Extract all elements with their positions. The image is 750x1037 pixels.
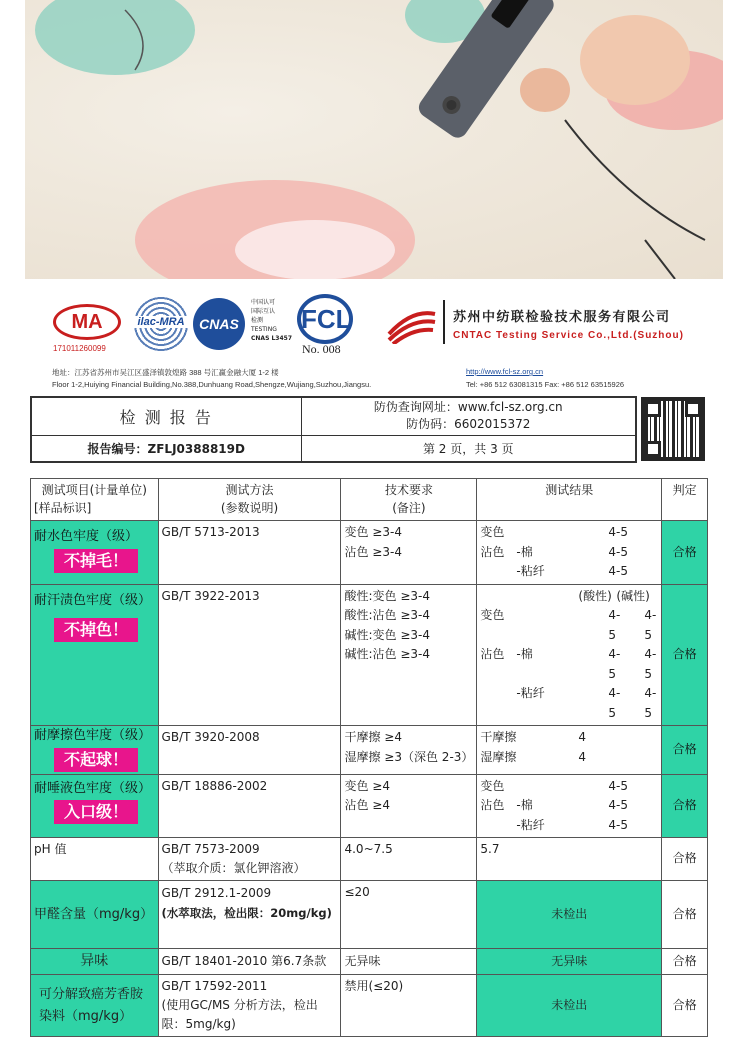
qr-code (641, 397, 705, 461)
judge-cell: 合格 (662, 881, 708, 949)
item-cell (31, 521, 159, 585)
item-cell (31, 726, 159, 775)
item-cell (31, 584, 159, 726)
res-label: 干摩擦 (480, 730, 517, 744)
address-cn: 地址：江苏省苏州市吴江区盛泽镇敦煌路 388 号汇赢金融大厦 1-2 楼 (52, 368, 279, 377)
report-title: 检 测 报 告 (31, 397, 301, 435)
req-line: 变色 ≥4 (344, 778, 390, 793)
judge-cell: 合格 (662, 521, 708, 585)
fabric-tester-image (25, 0, 723, 279)
logo-divider (443, 300, 445, 344)
method-cell (158, 881, 341, 949)
col-method-sub: (参数说明) (220, 501, 279, 515)
certification-logos (25, 290, 723, 360)
acid-label: (酸性) (578, 588, 612, 603)
cnas-text (251, 298, 292, 343)
item-cell: 甲醛含量（mg/kg） (31, 881, 159, 949)
product-photo (25, 0, 723, 279)
tel-fax: Tel: +86 512 63081315 Fax: +86 512 63515926 (466, 380, 625, 389)
item-name: 染料（mg/kg） (39, 1008, 133, 1024)
req-cell: 4.0~7.5 (341, 838, 477, 881)
col-item (31, 479, 159, 521)
result-cell (477, 774, 662, 838)
cnas-logo: CNAS (193, 298, 245, 350)
col-req (341, 479, 477, 521)
res-value: 4 (578, 749, 587, 764)
res-sub: -粘纤 (516, 686, 545, 700)
col-method (158, 479, 341, 521)
item-cell (31, 975, 159, 1037)
res-label (480, 684, 516, 723)
col-method-label: 测试方法 (225, 483, 274, 497)
res-sub (516, 777, 578, 797)
anti-fake-code: 防伪码：6602015372 (406, 417, 531, 432)
req-line: 湿摩擦 ≥3（深色 2-3） (344, 749, 474, 764)
method-line: (水萃取法，检出限：20mg/kg) (161, 906, 332, 920)
table-row (31, 881, 708, 949)
req-line: 沾色 ≥4 (344, 798, 390, 812)
fcl-logo: FCL (297, 294, 353, 344)
req-line: 碱性:变色 ≥3-4 (344, 627, 430, 642)
res-label: 变色 (480, 525, 505, 539)
table-row (31, 975, 708, 1037)
cnas-cn2: 国际互认 (251, 308, 276, 315)
req-cell: 禁用(≤20) (341, 975, 477, 1037)
result-cell: 未检出 (477, 881, 662, 949)
req-cell (341, 726, 477, 775)
req-cell (341, 584, 477, 726)
query-url: 防伪查询网址：www.fcl-sz.org.cn (373, 400, 563, 415)
cma-code: 171011260099 (53, 344, 106, 353)
method-line: 限：5mg/kg) (161, 1017, 236, 1031)
req-cell (341, 774, 477, 838)
promo-tag: 不起球！ (54, 748, 138, 772)
item-name: 耐唾液色牢度（级） (34, 780, 152, 796)
res-label: 湿摩擦 (480, 749, 517, 764)
cntac-logo-icon (387, 304, 437, 344)
res-value: 4-5 (608, 564, 629, 578)
method-cell: GB/T 3920-2008 (158, 726, 341, 775)
method-line: （萃取介质：氯化钾溶液） (161, 861, 306, 875)
result-cell: (酸性) (碱性) 变色 4-5 4-5 沾色 -棉 4-5 4-5 -粘纤 4-5 4-5 (477, 584, 662, 726)
table-row (31, 949, 708, 975)
judge-cell: 合格 (662, 949, 708, 975)
test-results-table (30, 478, 708, 1037)
method-line: (使用GC/MS 分析方法，检出 (161, 998, 318, 1012)
judge-cell: 合格 (662, 975, 708, 1037)
col-item-sub: [样品标识] (34, 501, 92, 515)
res-sub: -粘纤 (516, 564, 545, 578)
item-name: 耐汗渍色牢度（级） (34, 592, 152, 608)
res-label: 沾色 (480, 798, 505, 812)
cnas-cn1: 中国认可 (251, 299, 276, 306)
res-label (480, 562, 516, 582)
report-number: 报告编号：ZFLJ0388819D (31, 435, 301, 462)
table-row (31, 521, 708, 585)
req-line: 碱性:沾色 ≥3-4 (344, 647, 430, 661)
col-req-label: 技术要求 (384, 483, 433, 497)
res-sub (516, 523, 578, 543)
req-line: 干摩擦 ≥4 (344, 730, 402, 744)
req-line: 沾色 ≥3-4 (344, 544, 402, 559)
cma-logo: MA (53, 304, 121, 340)
res-value: 4-5 (608, 798, 629, 812)
table-row (31, 774, 708, 838)
result-cell: 5.7 (477, 838, 662, 881)
method-line: GB/T 2912.1-2009 (161, 886, 272, 900)
res-value: 4-5 (608, 817, 629, 832)
res-sub: -棉 (516, 647, 533, 661)
cnas-cn3: 检测 (251, 317, 264, 324)
result-cell: 未检出 (477, 975, 662, 1037)
result-cell (477, 521, 662, 585)
res-label: 变色 (480, 778, 505, 793)
res-label: 沾色 (480, 544, 505, 559)
item-cell: 异味 (31, 949, 159, 975)
item-cell (31, 774, 159, 838)
query-info (301, 397, 636, 435)
item-cell: pH 值 (31, 838, 159, 881)
promo-tag: 不掉毛！ (54, 549, 138, 573)
method-line: GB/T 17592-2011 (161, 979, 268, 993)
company-name-en: CNTAC Testing Service Co.,Ltd.(Suzhou) (453, 330, 684, 341)
req-line: 酸性:沾色 ≥3-4 (344, 608, 430, 622)
req-cell: 无异味 (341, 949, 477, 975)
address-en: Floor 1-2,Huiying Financial Building,No.388,Dunhuang Road,Shengze,Wujiang,Suzhou,Jiangsu. (52, 380, 372, 389)
col-item-label: 测试项目(计量单位) (41, 483, 147, 497)
ilac-mra-logo: ilac-MRA (133, 296, 189, 352)
website-link[interactable]: http://www.fcl-sz.org.cn (466, 367, 544, 376)
judge-cell: 合格 (662, 838, 708, 881)
res-sub: -棉 (516, 544, 533, 559)
table-row (31, 838, 708, 881)
judge-cell: 合格 (662, 726, 708, 775)
alkaline-label: (碱性) (616, 588, 650, 603)
page-info: 第 2 页，共 3 页 (301, 435, 636, 462)
method-cell: GB/T 18886-2002 (158, 774, 341, 838)
res-value: 4-5 (608, 778, 629, 793)
cnas-en2: CNAS L3457 (251, 335, 293, 342)
table-row (31, 584, 708, 726)
res-sub: -粘纤 (516, 817, 545, 832)
report-header (30, 396, 637, 463)
result-cell: 无异味 (477, 949, 662, 975)
req-cell (341, 521, 477, 585)
item-name: 耐摩擦色牢度（级） (34, 728, 152, 743)
res-value: 4 (578, 730, 587, 744)
method-cell (158, 838, 341, 881)
res-label: 变色 (480, 608, 505, 622)
res-value: 4-5 (608, 525, 629, 539)
method-cell: GB/T 5713-2013 (158, 521, 341, 585)
table-header-row (31, 479, 708, 521)
item-name: 耐水色牢度（级） (34, 529, 139, 544)
col-judge: 判定 (662, 479, 708, 521)
method-cell (158, 975, 341, 1037)
res-sub: -棉 (516, 798, 533, 812)
res-label: 沾色 (480, 647, 505, 661)
req-cell: ≤20 (341, 881, 477, 949)
table-row (31, 726, 708, 775)
item-name: 可分解致癌芳香胺 (39, 986, 144, 1002)
res-value: 4-5 (608, 544, 629, 559)
col-result: 测试结果 (477, 479, 662, 521)
req-line: 酸性:变色 ≥3-4 (344, 588, 430, 603)
col-req-sub: (备注) (392, 501, 426, 515)
res-label (480, 816, 516, 836)
fcl-number: No. 008 (302, 342, 341, 356)
method-cell: GB/T 18401-2010 第6.7条款 (158, 949, 341, 975)
judge-cell: 合格 (662, 584, 708, 726)
result-cell (477, 726, 662, 775)
req-line: 变色 ≥3-4 (344, 525, 402, 539)
company-name-cn: 苏州中纺联检验技术服务有限公司 (453, 310, 671, 325)
res-sub (516, 606, 578, 645)
promo-tag: 不掉色！ (54, 618, 138, 642)
judge-cell: 合格 (662, 774, 708, 838)
cnas-en1: TESTING (251, 326, 277, 333)
method-cell: GB/T 3922-2013 (158, 584, 341, 726)
promo-tag: 入口级！ (54, 800, 138, 824)
method-line: GB/T 7573-2009 (161, 842, 260, 856)
